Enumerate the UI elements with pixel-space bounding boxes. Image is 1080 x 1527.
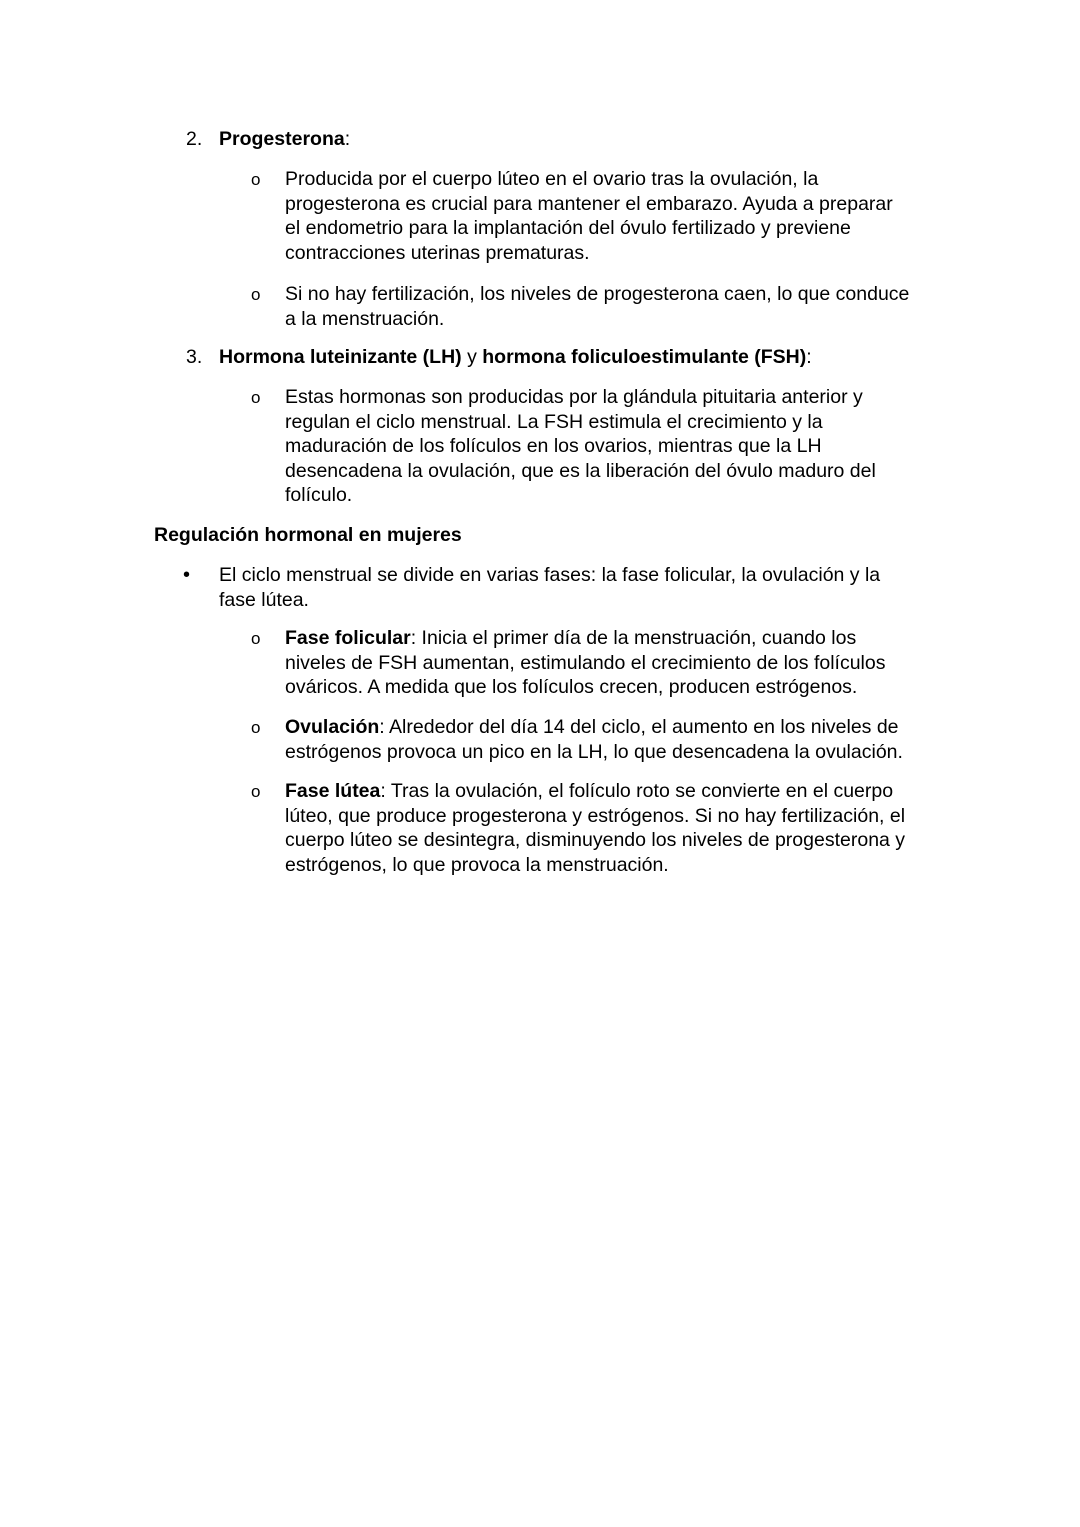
paragraph-line: estrógenos provoca un pico en la LH, lo que desencadena la ovulación.: [285, 740, 903, 763]
sub-bullet-icon: o: [251, 170, 261, 189]
item-title-suffix: :: [806, 346, 812, 368]
paragraph-line: el endometrio para la implantación del óvulo fertilizado y previene: [285, 217, 851, 240]
paragraph-line: [285, 626, 885, 651]
paragraph-line: [285, 779, 905, 804]
sub-bullet-icon: o: [251, 718, 261, 737]
bullet-paragraph: [219, 563, 880, 612]
section-heading-text: Regulación hormonal en mujeres: [154, 524, 462, 546]
paragraph-line: Si no hay fertilización, los niveles de progesterona caen, lo que conduce: [285, 283, 910, 305]
sub-bullet-icon: o: [251, 782, 261, 801]
sub-paragraph: [285, 282, 909, 331]
paragraph-line: lúteo, que produce progesterona y estrógenos. Si no hay fertilización, el: [285, 804, 906, 827]
bullet-icon: •: [183, 564, 191, 586]
phase-term: Ovulación: [285, 716, 380, 738]
item-title-connector: y: [461, 346, 483, 368]
phase-text: : Alrededor del día 14 del ciclo, el aumento en los niveles de: [379, 716, 899, 738]
paragraph-line: folículo.: [285, 484, 353, 507]
item-title-suffix: :: [344, 128, 351, 150]
paragraph-line: a la menstruación.: [285, 307, 445, 330]
paragraph-line: [285, 715, 903, 740]
sub-bullet-icon: o: [251, 285, 261, 304]
phase-paragraph: [285, 715, 903, 764]
sub-bullet-icon: o: [251, 629, 261, 648]
paragraph-line: ováricos. A medida que los folículos crecen, producen estrógenos.: [285, 676, 858, 699]
item-title: [219, 127, 350, 152]
item-title-bold: Progesterona: [219, 128, 345, 150]
paragraph-line: maduración de los folículos en los ovarios, mientras que la LH: [285, 435, 822, 458]
list-number: 2.: [186, 128, 203, 150]
sub-paragraph: [285, 385, 876, 508]
paragraph-line: Producida por el cuerpo lúteo en el ovario tras la ovulación, la: [285, 168, 819, 190]
sub-paragraph: [285, 167, 893, 265]
paragraph-line: Estas hormonas son producidas por la glándula pituitaria anterior y: [285, 386, 863, 408]
paragraph-line: regulan el ciclo menstrual. La FSH estimula el crecimiento y la: [285, 410, 823, 433]
section-heading: [154, 523, 462, 548]
phase-text: : Inicia el primer día de la menstruación, cuando los: [410, 627, 857, 649]
paragraph-line: estrógenos, lo que provoca la menstruación.: [285, 853, 669, 876]
paragraph-line: fase lútea.: [219, 588, 309, 611]
item-title-bold: Hormona luteinizante (LH): [219, 346, 462, 368]
item-title: [219, 345, 812, 370]
paragraph-line: contracciones uterinas prematuras.: [285, 241, 590, 264]
paragraph-line: niveles de FSH aumentan, estimulando el crecimiento de los folículos: [285, 651, 886, 674]
phase-text: : Tras la ovulación, el folículo roto se convierte en el cuerpo: [380, 780, 894, 802]
paragraph-line: El ciclo menstrual se divide en varias fases: la fase folicular, la ovulación y la: [219, 564, 881, 586]
phase-term: Fase lútea: [285, 780, 381, 802]
phase-term: Fase folicular: [285, 627, 411, 649]
paragraph-line: desencadena la ovulación, que es la liberación del óvulo maduro del: [285, 459, 876, 482]
sub-bullet-icon: o: [251, 388, 261, 407]
phase-paragraph: [285, 779, 905, 877]
paragraph-line: progesterona es crucial para mantener el embarazo. Ayuda a preparar: [285, 192, 893, 215]
list-number: 3.: [186, 346, 203, 368]
item-title-bold: hormona foliculoestimulante (FSH): [482, 346, 807, 368]
paragraph-line: cuerpo lúteo se desintegra, disminuyendo los niveles de progesterona y: [285, 829, 906, 852]
phase-paragraph: [285, 626, 885, 700]
